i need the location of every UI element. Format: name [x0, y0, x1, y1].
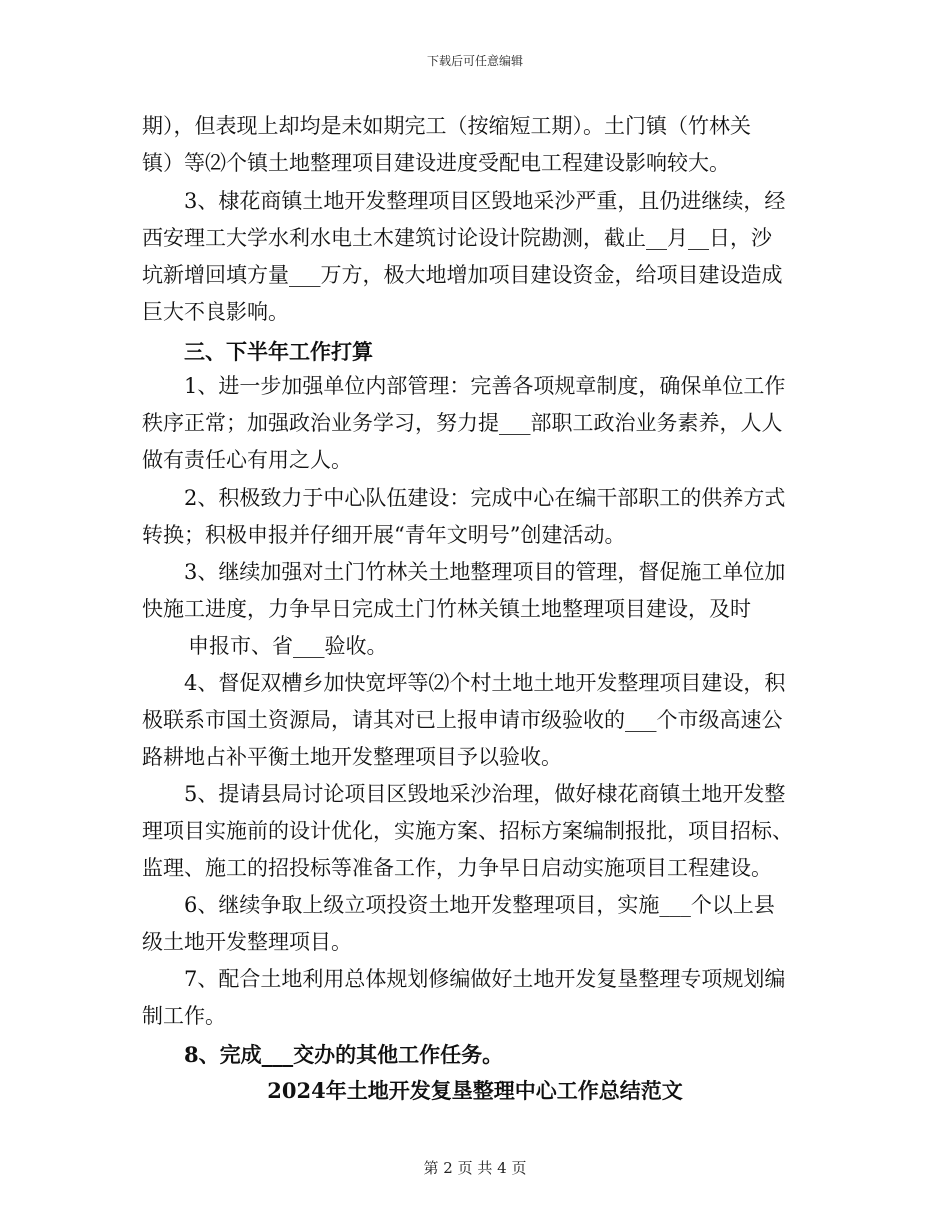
paragraph-line: 8、完成___交办的其他工作任务。 — [184, 1042, 504, 1067]
paragraph-line: 6、继续争取上级立项投资土地开发整理项目，实施___个以上县 — [184, 893, 775, 917]
page-footer: 第 2 页 共 4 页 — [423, 1159, 527, 1177]
paragraph-line: 秩序正常；加强政治业务学习，努力提___部职工政治业务素养，人人 — [142, 411, 783, 435]
paragraph-line: 级土地开发整理项目。 — [142, 930, 352, 954]
paragraph-line: 做有责任心有用之人。 — [142, 448, 352, 472]
paragraph-line: 4、督促双槽乡加快宽坪等⑵个村土地土地开发整理项目建设，积 — [184, 671, 786, 695]
paragraph-line: 监理、施工的招投标等准备工作，力争早日启动实施项目工程建设。 — [142, 856, 772, 880]
paragraph-line: 制工作。 — [142, 1004, 226, 1028]
paragraph-line: 2、积极致力于中心队伍建设：完成中心在编干部职工的供养方式 — [184, 486, 786, 510]
paragraph-line: 坑新增回填方量___万方，极大地增加项目建设资金，给项目建设造成 — [142, 263, 783, 287]
paragraph-line: 申报市、省___验收。 — [188, 634, 388, 658]
paragraph-line: 路耕地占补平衡土地开发整理项目予以验收。 — [142, 745, 562, 769]
paragraph-line: 期），但表现上却均是未如期完工（按缩短工期）。土门镇（竹林关 — [142, 114, 751, 138]
page-header: 下载后可任意编辑 — [426, 54, 523, 68]
paragraph-line: 7、配合土地利用总体规划修编做好土地开发复垦整理专项规划编 — [184, 967, 786, 991]
paragraph-line: 5、提请县局讨论项目区毁地采沙治理，做好棣花商镇土地开发整 — [184, 782, 786, 806]
paragraph-line: 极联系市国土资源局，请其对已上报申请市级验收的___个市级高速公 — [142, 708, 783, 732]
paragraph-line: 快施工进度，力争早日完成土门竹林关镇土地整理项目建设，及时 — [142, 597, 751, 621]
paragraph-line: 理项目实施前的设计优化，实施方案、招标方案编制报批，项目招标、 — [142, 819, 793, 843]
paragraph-line: 1、进一步加强单位内部管理：完善各项规章制度，确保单位工作 — [184, 374, 786, 398]
paragraph-line: 3、继续加强对土门竹林关土地整理项目的管理，督促施工单位加 — [184, 560, 786, 584]
document-title: 2024年土地开发复垦整理中心工作总结范文 — [267, 1078, 683, 1103]
paragraph-line: 转换；积极申报并仔细开展“青年文明号”创建活动。 — [142, 523, 626, 547]
section-heading: 三、下半年工作打算 — [184, 339, 373, 364]
paragraph-line: 西安理工大学水利水电土木建筑讨论设计院勘测，截止__月__日，沙 — [142, 226, 772, 250]
paragraph-line: 巨大不良影响。 — [142, 300, 289, 324]
paragraph-line: 镇）等⑵个镇土地整理项目建设进度受配电工程建设影响较大。 — [142, 151, 730, 175]
paragraph-line: 3、棣花商镇土地开发整理项目区毁地采沙严重，且仍进继续，经 — [184, 189, 786, 213]
